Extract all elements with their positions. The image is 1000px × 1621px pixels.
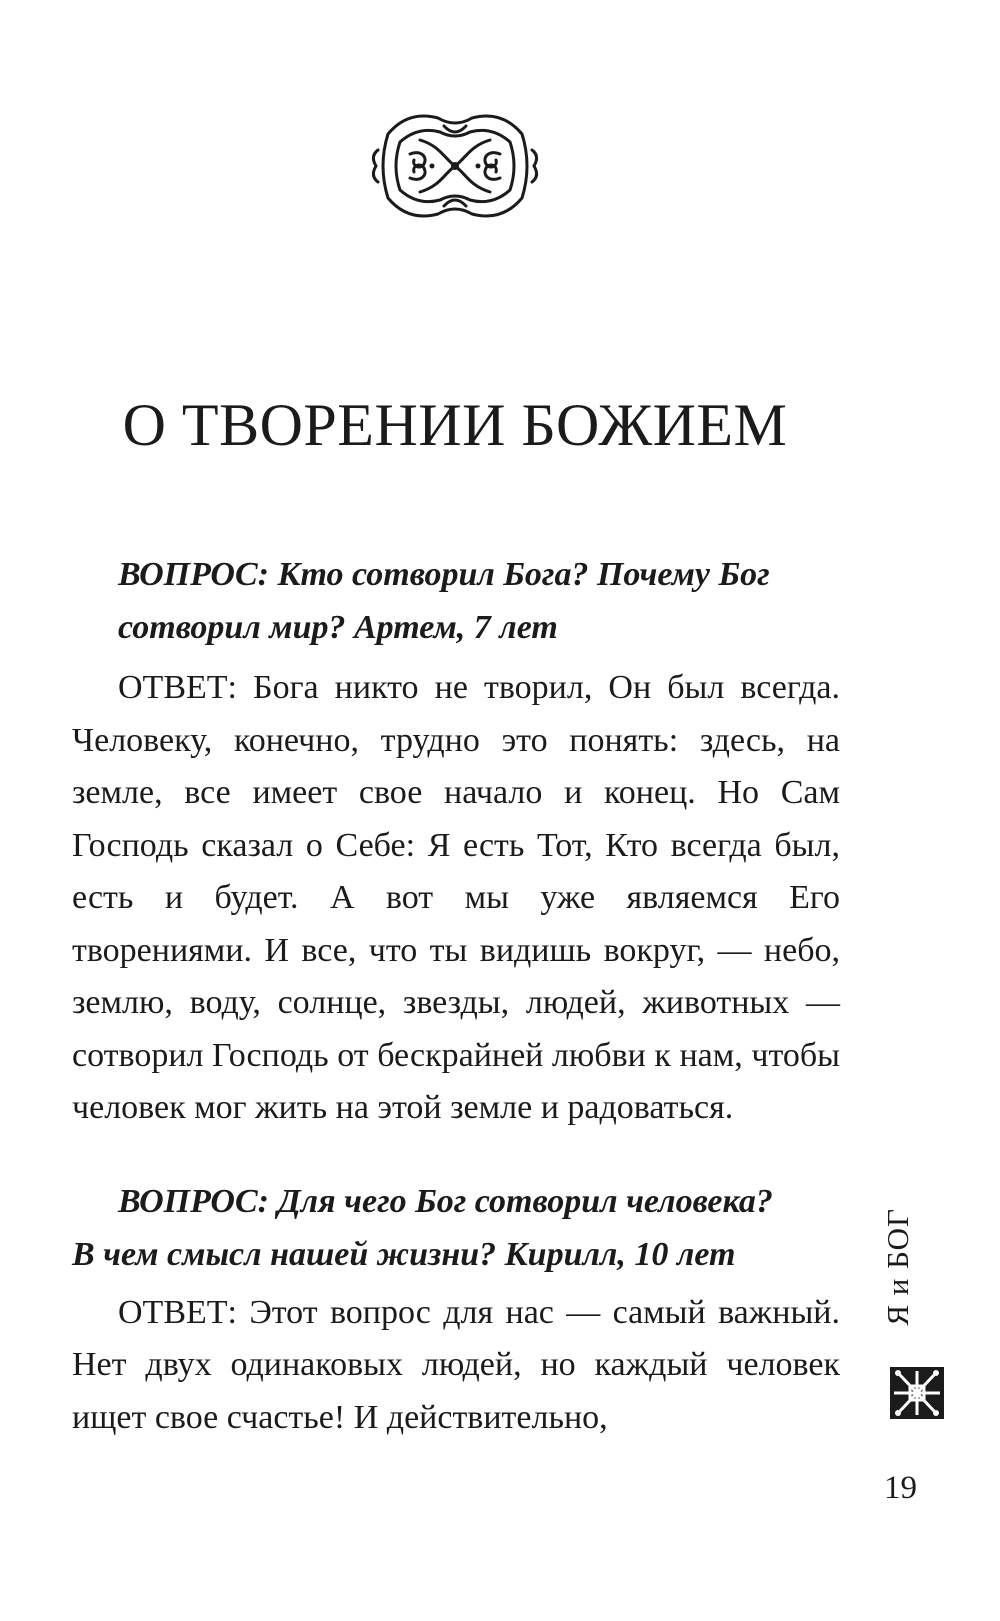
- chapter-title: О ТВОРЕНИИ БОЖИЕМ: [122, 392, 788, 458]
- floral-ornament-icon: [368, 104, 542, 228]
- question-2-line-2: В чем смысл нашей жизни? Кирилл, 10 лет: [72, 1235, 736, 1273]
- page-number: 19: [884, 1470, 917, 1506]
- question-2: [72, 1175, 840, 1281]
- running-title: Я и БОГ: [880, 1208, 915, 1326]
- answer-1: ОТВЕТ: Бога никто не творил, Он был всегда. Человеку, конечно, трудно это понять: здесь, на земле, все имеет свое начало и конец. Но Сам Господь сказал о Себе: Я есть Тот, Кто всегда был, есть и будет. А вот мы уже являемся Его творениями. И все, что ты видишь вокруг, — небо, землю, воду, солнце, звезды, людей, животных — сотворил Господь от бескрайней любви к нам, чтобы человек мог жить на этой земле и радоваться.: [72, 669, 840, 1126]
- snowflake-ornament-icon: [888, 1365, 946, 1421]
- question-1: [72, 548, 840, 654]
- answer-2: ОТВЕТ: Этот вопрос для нас — самый важный. Нет двух одинаковых людей, но каждый человек ищет свое счастье! И действительно,: [72, 1293, 840, 1436]
- question-1-line-1: ВОПРОС: Кто сотворил Бога? Почему Бог: [118, 556, 770, 593]
- question-1-line-2: сотворил мир? Артем, 7 лет: [118, 609, 558, 646]
- page-content: [72, 548, 840, 1444]
- question-2-line-1: ВОПРОС: Для чего Бог сотворил человека?: [118, 1182, 773, 1220]
